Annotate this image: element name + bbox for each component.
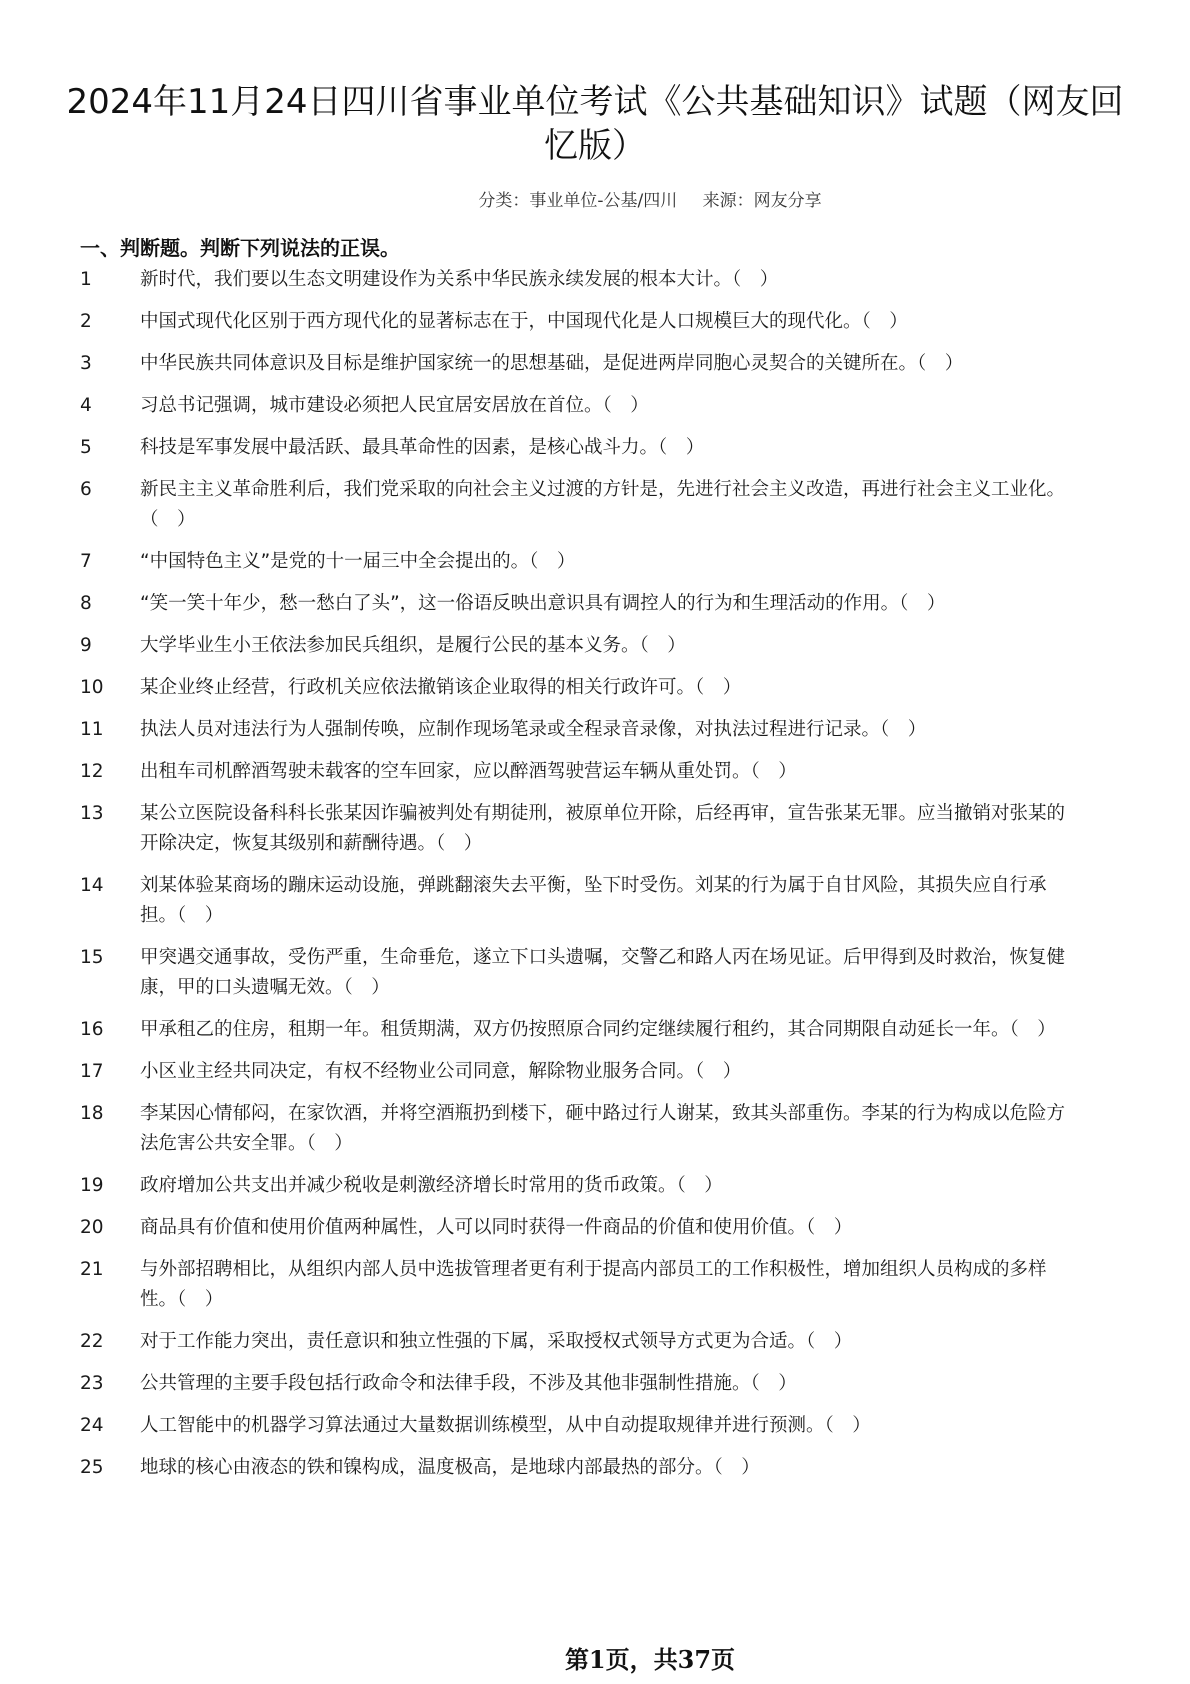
- question-number: 14: [80, 875, 104, 896]
- question-text: “笑一笑十年少，愁一愁白了头”，这一俗语反映出意识具有调控人的行为和生理活动的作用。（ ）: [140, 593, 946, 614]
- question-number: 5: [80, 437, 92, 458]
- question-item: [80, 391, 1080, 421]
- question-number: 11: [80, 719, 104, 740]
- question-number: 6: [80, 479, 92, 500]
- question-number: 2: [80, 311, 92, 332]
- question-item: [80, 1015, 1080, 1045]
- question-item: [80, 871, 1080, 931]
- question-text: 中华民族共同体意识及目标是维护国家统一的思想基础，是促进两岸同胞心灵契合的关键所在。（ ）: [140, 353, 964, 374]
- question-item: [80, 1411, 1080, 1441]
- question-text: 某公立医院设备科科长张某因诈骗被判处有期徒刑，被原单位开除，后经再审，宣告张某无罪。应当撤销对张某的开除决定，恢复其级别和薪酬待遇。（ ）: [140, 803, 1066, 854]
- question-item: [80, 1171, 1080, 1201]
- question-item: [80, 349, 1080, 379]
- question-text: 执法人员对违法行为人强制传唤，应制作现场笔录或全程录音录像，对执法过程进行记录。（ ）: [140, 719, 927, 740]
- question-number: 9: [80, 635, 92, 656]
- question-text: 刘某体验某商场的蹦床运动设施，弹跳翻滚失去平衡，坠下时受伤。刘某的行为属于自甘风险，其损失应自行承担。（ ）: [140, 875, 1047, 926]
- question-text: 人工智能中的机器学习算法通过大量数据训练模型，从中自动提取规律并进行预测。（ ）: [140, 1415, 871, 1436]
- question-number: 1: [80, 269, 92, 290]
- question-text: 地球的核心由液态的铁和镍构成，温度极高，是地球内部最热的部分。（ ）: [140, 1457, 760, 1478]
- question-item: [80, 475, 1080, 535]
- question-number: 19: [80, 1175, 104, 1196]
- question-item: [80, 1255, 1080, 1315]
- question-number: 13: [80, 803, 104, 824]
- question-text: 政府增加公共支出并减少税收是刺激经济增长时常用的货币政策。（ ）: [140, 1175, 723, 1196]
- document-meta: [0, 186, 1190, 211]
- source-label: 来源：网友分享: [702, 191, 822, 211]
- question-item: [80, 715, 1080, 745]
- question-text: 大学毕业生小王依法参加民兵组织，是履行公民的基本义务。（ ）: [140, 635, 686, 656]
- question-text: 商品具有价值和使用价值两种属性，人可以同时获得一件商品的价值和使用价值。（ ）: [140, 1217, 853, 1238]
- question-item: [80, 799, 1080, 859]
- question-number: 10: [80, 677, 104, 698]
- question-item: [80, 631, 1080, 661]
- question-number: 22: [80, 1331, 104, 1352]
- question-text: 某企业终止经营，行政机关应依法撤销该企业取得的相关行政许可。（ ）: [140, 677, 742, 698]
- question-text: 李某因心情郁闷，在家饮酒，并将空酒瓶扔到楼下，砸中路过行人谢某，致其头部重伤。李某的行为构成以危险方法危害公共安全罪。（ ）: [140, 1103, 1066, 1154]
- question-item: [80, 1057, 1080, 1087]
- question-text: 中国式现代化区别于西方现代化的显著标志在于，中国现代化是人口规模巨大的现代化。（ ）: [140, 311, 908, 332]
- question-number: 7: [80, 551, 92, 572]
- question-number: 18: [80, 1103, 104, 1124]
- question-number: 23: [80, 1373, 104, 1394]
- question-text: 公共管理的主要手段包括行政命令和法律手段，不涉及其他非强制性措施。（ ）: [140, 1373, 797, 1394]
- question-number: 15: [80, 947, 104, 968]
- question-item: [80, 943, 1080, 1003]
- question-item: [80, 265, 1080, 295]
- question-text: 甲承租乙的住房，租期一年。租赁期满，双方仍按照原合同约定继续履行租约，其合同期限自动延长一年。（ ）: [140, 1019, 1056, 1040]
- question-number: 17: [80, 1061, 104, 1082]
- question-text: 新时代，我们要以生态文明建设作为关系中华民族永续发展的根本大计。（ ）: [140, 269, 779, 290]
- question-text: 对于工作能力突出，责任意识和独立性强的下属，采取授权式领导方式更为合适。（ ）: [140, 1331, 853, 1352]
- question-item: [80, 673, 1080, 703]
- question-item: [80, 433, 1080, 463]
- question-text: “中国特色主义”是党的十一届三中全会提出的。（ ）: [140, 551, 576, 572]
- question-number: 16: [80, 1019, 104, 1040]
- category-label: 分类：事业单位-公基/四川: [478, 191, 678, 211]
- question-number: 24: [80, 1415, 104, 1436]
- section-title: 一、判断题。判断下列说法的正误。: [80, 236, 400, 260]
- question-text: 出租车司机醉酒驾驶未载客的空车回家，应以醉酒驾驶营运车辆从重处罚。（ ）: [140, 761, 797, 782]
- question-text: 习总书记强调，城市建设必须把人民宜居安居放在首位。（ ）: [140, 395, 649, 416]
- question-number: 25: [80, 1457, 104, 1478]
- page-title: 2024年11月24日四川省事业单位考试《公共基础知识》试题（网友回忆版）: [66, 82, 1124, 166]
- question-list: [80, 265, 1080, 1495]
- question-item: [80, 547, 1080, 577]
- question-number: 20: [80, 1217, 104, 1238]
- question-text: 科技是军事发展中最活跃、最具革命性的因素，是核心战斗力。（ ）: [140, 437, 705, 458]
- question-number: 4: [80, 395, 92, 416]
- question-number: 21: [80, 1259, 104, 1280]
- question-number: 8: [80, 593, 92, 614]
- question-item: [80, 1099, 1080, 1159]
- question-number: 12: [80, 761, 104, 782]
- question-item: [80, 1327, 1080, 1357]
- question-text: 小区业主经共同决定，有权不经物业公司同意，解除物业服务合同。（ ）: [140, 1061, 742, 1082]
- page-number: 第1页，共37页: [564, 1645, 736, 1674]
- question-number: 3: [80, 353, 92, 374]
- question-item: [80, 1369, 1080, 1399]
- question-item: [80, 757, 1080, 787]
- question-item: [80, 1213, 1080, 1243]
- question-item: [80, 589, 1080, 619]
- question-text: 甲突遇交通事故，受伤严重，生命垂危，遂立下口头遗嘱，交警乙和路人丙在场见证。后甲得到及时救治，恢复健康，甲的口头遗嘱无效。（ ）: [140, 947, 1066, 998]
- question-text: 与外部招聘相比，从组织内部人员中选拔管理者更有利于提高内部员工的工作积极性，增加组织人员构成的多样性。（ ）: [140, 1259, 1047, 1310]
- question-text: 新民主主义革命胜利后，我们党采取的向社会主义过渡的方针是，先进行社会主义改造，再进行社会主义工业化。（ ）: [140, 479, 1066, 530]
- question-item: [80, 307, 1080, 337]
- question-item: [80, 1453, 1080, 1483]
